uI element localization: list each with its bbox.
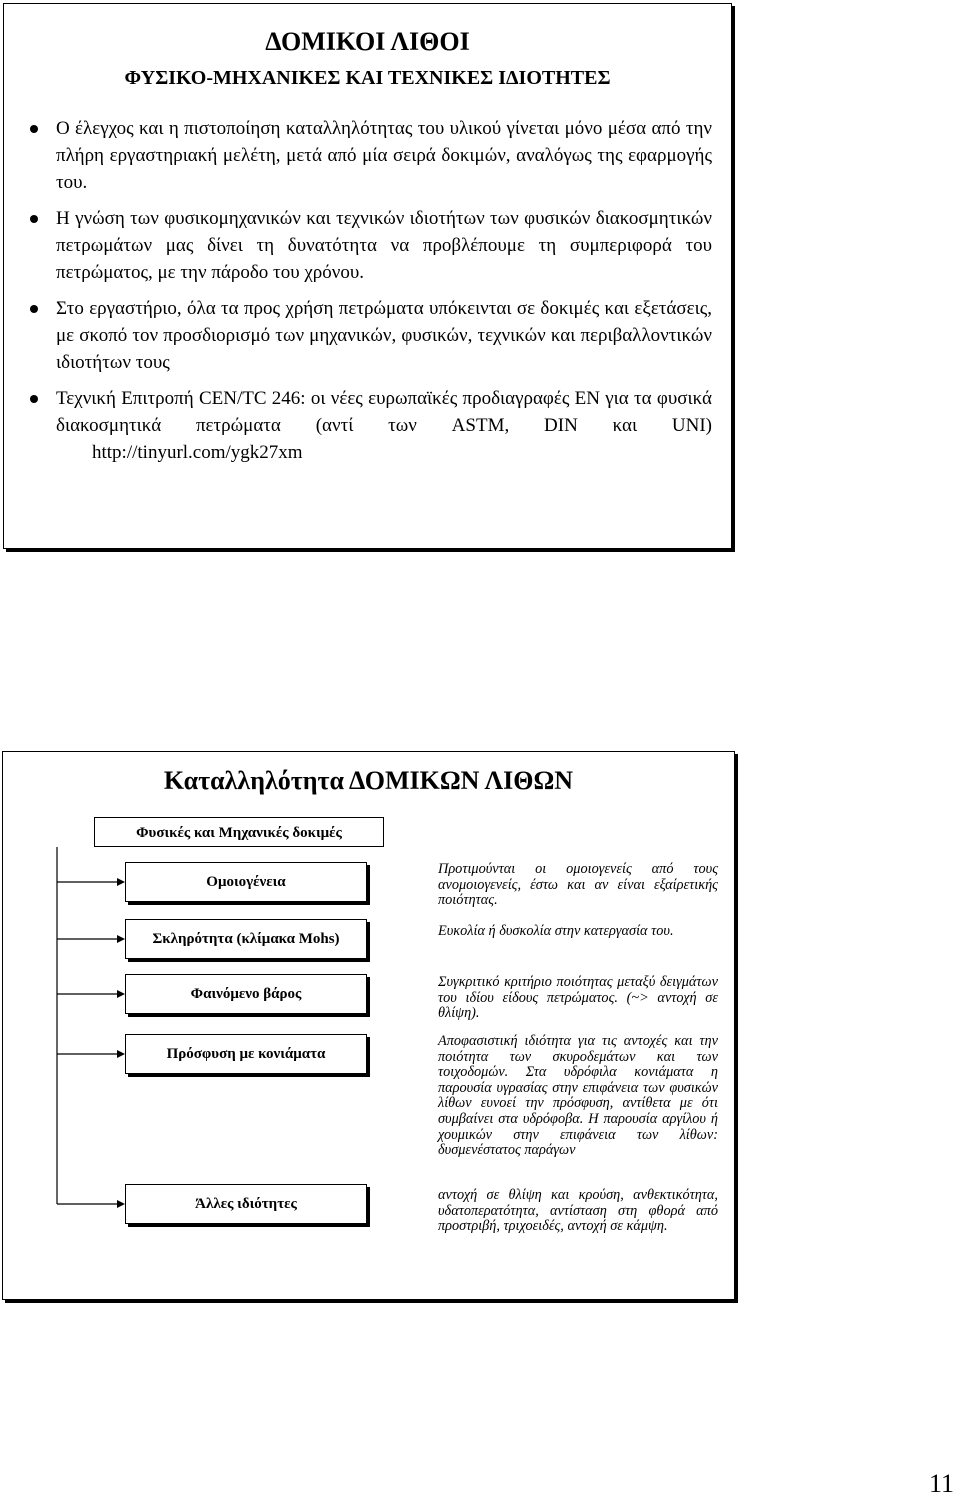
bullet-text: Ο έλεγχος και η πιστοποίηση καταλληλότητας του υλικού γίνεται μόνο μέσα από την πλήρη εργαστηριακή μελέτη, μετά από μία σειρά δοκιμών, αναλόγως της εφαρμογής του. [56,118,712,193]
bullet-dot-icon [30,305,38,313]
arrow-icon [117,878,125,886]
bullet-list [56,115,712,475]
property-description: Ευκολία ή δυσκολία στην κατεργασία του. [438,923,674,939]
slide-suitability [2,751,735,1300]
property-box: Άλλες ιδιότητες [125,1184,367,1224]
slide-title: Καταλληλότητα ΔΟΜΙΚΩΝ ΛΙΘΩΝ [163,766,574,795]
tests-heading-box: Φυσικές και Μηχανικές δοκιμές [94,817,384,847]
bullet-item [56,295,712,376]
arrow-icon [117,1050,125,1058]
slide-properties [3,3,732,549]
bullet-dot-icon [30,395,38,403]
bullet-text: Η γνώση των φυσικομηχανικών και τεχνικών ιδιοτήτων των φυσικών διακοσμητικών πετρωμάτων μας δίνει τη δυνατότητα να προβλέπουμε τη συμπεριφορά του πετρώματος, με την πάροδο του χρόνου. [56,208,712,283]
property-box: Πρόσφυση με κονιάματα [125,1034,367,1074]
bullet-dot-icon [30,125,38,133]
bullet-item [56,205,712,286]
property-description: Αποφασιστική ιδιότητα για τις αντοχές και την ποιότητα των σκυροδεμάτων και των τοιχοδομών. Στα υδρόφιλα κονιάματα η παρουσία υγρασίας στην επιφάνεια των φυσικών λίθων ευνοεί την πρόσφυση, αντίθετα με ότι συμβαίνει στα υδρόφοβα. Η παρουσία αργίλου ή χουμικών στην επιφάνεια των λίθων: δυσμενέστατος παράγων [438,1033,718,1159]
slide-subtitle: ΦΥΣΙΚΟ-ΜΗΧΑΝΙΚΕΣ ΚΑΙ ΤΕΧΝΙΚΕΣ ΙΔΙΟΤΗΤΕΣ [124,67,611,89]
arrow-icon [117,990,125,998]
property-box: Σκληρότητα (κλίμακα Mohs) [125,919,367,959]
property-box: Ομοιογένεια [125,862,367,902]
bullet-text: Στο εργαστήριο, όλα τα προς χρήση πετρώματα υπόκεινται σε δοκιμές και εξετάσεις, με σκοπό τον προσδιορισμό των μηχανικών, φυσικών, τεχνικών και περιβαλλοντικών ιδιοτήτων τους [56,298,712,373]
page-number: 11 [929,1469,955,1498]
bullet-item [56,115,712,196]
reference-link[interactable]: http://tinyurl.com/ygk27xm [92,442,303,463]
property-description: Προτιμούνται οι ομοιογενείς από τους ανομοιογενείς, έστω και αν είναι εξαίρετικής ποιότητας. [438,861,718,909]
property-description: Συγκριτικό κριτήριο ποιότητας μεταξύ δειγμάτων του ιδίου είδους πετρώματος. (~> αντοχή σε θλίψη). [438,974,718,1022]
arrow-icon [117,935,125,943]
bullet-dot-icon [30,215,38,223]
bullet-item [56,385,712,466]
arrow-icon [117,1200,125,1208]
bullet-text: Τεχνική Επιτροπή CEN/TC 246: οι νέες ευρωπαϊκές προδιαγραφές EN για τα φυσικά διακοσμητικά πετρώματα (αντί των ASTM, DIN και UNI) [56,388,712,436]
property-description: αντοχή σε θλίψη και κρούση, ανθεκτικότητα, υδατοπερατότητα, αντίσταση στη φθορά από προστριβή, τριχοειδές, αντοχή σε κάμψη. [438,1187,718,1235]
property-box: Φαινόμενο βάρος [125,974,367,1014]
slide-title: ΔΟΜΙΚΟΙ ΛΙΘΟΙ [265,27,470,56]
